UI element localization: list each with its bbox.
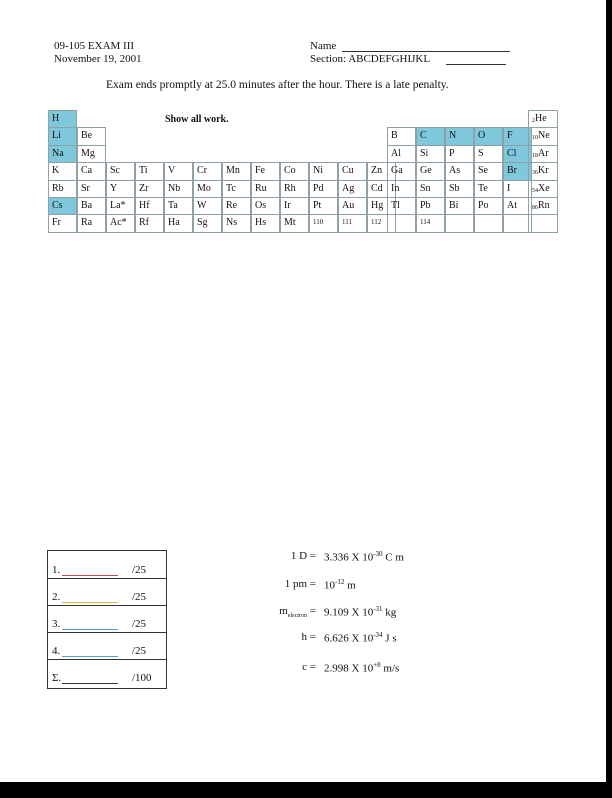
element-cell [251, 214, 280, 232]
element-symbol: Pt [313, 200, 322, 211]
element-symbol: Cu [342, 165, 354, 177]
max-points: /25 [132, 564, 147, 576]
element-cell [416, 145, 445, 163]
element-symbol: Cs [52, 200, 63, 211]
element-symbol: Cd [371, 182, 383, 194]
element-cell [222, 162, 251, 180]
constant-label: 1 pm = [284, 578, 316, 590]
element-cell [222, 197, 251, 215]
element-symbol: Mg [81, 147, 95, 159]
element-cell [416, 214, 445, 232]
score-blank[interactable] [62, 602, 118, 603]
element-symbol: S [478, 147, 484, 159]
element-cell [528, 110, 558, 128]
element-cell [251, 180, 280, 198]
section-line[interactable] [446, 64, 506, 65]
element-symbol: Bi [449, 200, 459, 211]
element-symbol: Rh [284, 182, 296, 194]
element-symbol: Ac* [110, 217, 127, 229]
constant-value: 3.336 X $10^{-30}$ C m [324, 550, 404, 564]
element-cell [193, 162, 222, 180]
element-cell [280, 197, 309, 215]
element-symbol: Cl [507, 147, 517, 159]
constant-value: 9.109 X $10^{-31}$ kg [324, 605, 397, 619]
score-blank[interactable] [62, 683, 118, 684]
element-cell [528, 162, 558, 180]
element-cell [416, 180, 445, 198]
element-symbol: Rf [139, 217, 149, 229]
section-field-label: Section: ABCDEFGHIJKL [310, 53, 431, 65]
element-symbol: Ga [391, 165, 403, 177]
constant-value: 6.626 X $10^{-34}$ J s [324, 631, 397, 645]
element-cell [48, 214, 77, 232]
element-symbol: W [197, 200, 207, 211]
element-symbol: Ni [313, 165, 323, 177]
question-number: Σ. [52, 672, 62, 684]
element-cell [106, 180, 135, 198]
element-symbol: Ge [420, 165, 432, 177]
periodic-table [48, 110, 558, 232]
element-cell [164, 197, 193, 215]
element-symbol: Re [226, 200, 238, 211]
element-symbol: Mn [226, 165, 240, 177]
element-symbol: Zr [139, 182, 149, 194]
element-symbol: Hg [371, 200, 384, 211]
element-symbol: Au [342, 200, 355, 211]
element-symbol: Sn [420, 182, 431, 194]
element-symbol: F [507, 130, 513, 142]
element-symbol: K [52, 165, 60, 177]
element-cell [222, 180, 251, 198]
element-cell [416, 127, 445, 145]
atomic-number: 2 [532, 118, 535, 124]
element-symbol: Mo [197, 182, 211, 194]
constant-label: h = [301, 631, 316, 643]
element-cell [251, 197, 280, 215]
element-cell [338, 180, 367, 198]
element-cell [48, 180, 77, 198]
element-cell [77, 180, 106, 198]
element-cell [48, 110, 77, 128]
element-cell [77, 162, 106, 180]
element-cell [77, 145, 106, 163]
element-symbol: Ir [284, 200, 291, 211]
element-symbol: 110 [313, 218, 324, 227]
element-cell [164, 214, 193, 232]
element-cell [135, 214, 164, 232]
element-cell [222, 214, 251, 232]
question-number: 3. [52, 618, 61, 630]
score-blank[interactable] [62, 656, 118, 657]
element-cell [445, 180, 474, 198]
atomic-number: 54 [532, 187, 538, 194]
element-cell [48, 145, 77, 163]
element-symbol: Pb [420, 200, 431, 211]
score-blank[interactable] [62, 629, 118, 630]
element-symbol: Ag [342, 182, 355, 194]
element-cell [48, 162, 77, 180]
constant-label: c = [302, 661, 316, 673]
element-symbol: In [391, 182, 400, 194]
element-cell [474, 214, 503, 232]
question-number: 2. [52, 591, 61, 603]
element-symbol: Zn [371, 165, 383, 177]
max-points: /100 [132, 672, 152, 684]
element-cell [338, 214, 367, 232]
element-cell [48, 197, 77, 215]
element-cell [280, 162, 309, 180]
element-cell [135, 180, 164, 198]
element-symbol: Ar [538, 147, 549, 159]
element-symbol: Fe [255, 165, 265, 177]
element-cell [106, 162, 135, 180]
element-symbol: Al [391, 147, 401, 159]
element-cell [387, 145, 416, 163]
element-symbol: Ta [168, 200, 178, 211]
constant-label: $m_{electron}$ = [279, 605, 316, 620]
element-symbol: Cr [197, 165, 207, 177]
element-cell [474, 197, 503, 215]
element-symbol: Sg [197, 217, 208, 229]
element-symbol: H [52, 113, 60, 124]
element-symbol: La* [110, 200, 126, 211]
exam-title: 09-105 EXAM III [54, 40, 135, 52]
element-cell [445, 145, 474, 163]
score-table [47, 550, 167, 689]
element-symbol: Na [52, 147, 64, 159]
question-number: 1. [52, 564, 61, 576]
element-cell [387, 197, 416, 215]
element-cell [445, 197, 474, 215]
element-cell [309, 197, 338, 215]
element-cell [135, 197, 164, 215]
element-symbol: Nb [168, 182, 181, 194]
element-symbol: Pd [313, 182, 324, 194]
element-symbol: Sc [110, 165, 120, 177]
element-cell [280, 214, 309, 232]
element-symbol: Kr [538, 165, 549, 177]
max-points: /25 [132, 591, 147, 603]
scan-edge-bottom [0, 782, 612, 798]
element-symbol: I [507, 182, 511, 194]
atomic-number: 10 [532, 135, 538, 142]
element-symbol: Ba [81, 200, 93, 211]
element-cell [309, 180, 338, 198]
element-cell [338, 162, 367, 180]
element-cell [474, 145, 503, 163]
element-symbol: Te [478, 182, 488, 194]
element-cell [77, 197, 106, 215]
element-cell [416, 197, 445, 215]
element-cell [338, 197, 367, 215]
element-symbol: Ti [139, 165, 148, 177]
element-cell [48, 127, 77, 145]
element-symbol: B [391, 130, 398, 142]
element-symbol: Sr [81, 182, 90, 194]
element-symbol: P [449, 147, 455, 159]
name-field-label: Name [310, 40, 337, 52]
element-symbol: Po [478, 200, 489, 211]
element-symbol: Br [507, 165, 517, 177]
element-symbol: Sb [449, 182, 460, 194]
element-cell [474, 127, 503, 145]
element-cell [251, 162, 280, 180]
element-cell [193, 214, 222, 232]
element-cell [193, 180, 222, 198]
element-symbol: Hf [139, 200, 150, 211]
constant-value: 2.998 X $10^{+8}$ m/s [324, 661, 400, 675]
element-cell [309, 162, 338, 180]
show-work-note: Show all work. [165, 114, 229, 125]
element-cell [445, 127, 474, 145]
constant-label: 1 D = [290, 550, 316, 562]
element-cell [387, 214, 416, 232]
question-number: 4. [52, 645, 61, 657]
score-row [48, 632, 166, 660]
element-symbol: Rb [52, 182, 64, 194]
element-cell [528, 145, 558, 163]
element-cell [528, 180, 558, 198]
element-symbol: He [535, 113, 547, 124]
element-symbol: C [420, 130, 427, 142]
element-cell [106, 197, 135, 215]
element-cell [309, 214, 338, 232]
atomic-number: 18 [532, 152, 538, 159]
element-symbol: Ne [538, 130, 550, 142]
element-cell [106, 214, 135, 232]
element-cell [528, 127, 558, 145]
element-symbol: 114 [420, 218, 431, 227]
element-symbol: Li [52, 130, 61, 142]
max-points: /25 [132, 645, 147, 657]
element-symbol: Ha [168, 217, 180, 229]
element-symbol: Tc [226, 182, 236, 194]
exam-date: November 19, 2001 [54, 53, 142, 65]
element-symbol: N [449, 130, 457, 142]
score-blank[interactable] [62, 575, 118, 576]
element-cell [474, 162, 503, 180]
element-cell [135, 162, 164, 180]
element-symbol: Ns [226, 217, 238, 229]
element-symbol: As [449, 165, 461, 177]
score-row [48, 578, 166, 606]
element-symbol: Mt [284, 217, 296, 229]
element-cell [164, 162, 193, 180]
element-symbol: Hs [255, 217, 267, 229]
element-symbol: Se [478, 165, 488, 177]
element-cell [77, 127, 106, 145]
element-symbol: Y [110, 182, 118, 194]
element-symbol: Ru [255, 182, 267, 194]
element-symbol: Co [284, 165, 296, 177]
element-symbol: At [507, 200, 517, 211]
element-cell [445, 162, 474, 180]
element-cell [387, 180, 416, 198]
element-cell [164, 180, 193, 198]
score-row [48, 551, 166, 579]
atomic-number: 86 [532, 205, 538, 211]
element-symbol: O [478, 130, 486, 142]
element-symbol: Os [255, 200, 267, 211]
element-cell [387, 162, 416, 180]
element-symbol: V [168, 165, 176, 177]
element-symbol: Tl [391, 200, 400, 211]
element-symbol: Be [81, 130, 93, 142]
element-symbol: Rn [538, 200, 550, 211]
element-cell [416, 162, 445, 180]
element-symbol: Fr [52, 217, 61, 229]
element-cell [528, 214, 558, 232]
max-points: /25 [132, 618, 147, 630]
element-symbol: Ca [81, 165, 93, 177]
scan-edge-right [606, 0, 612, 798]
element-cell [77, 214, 106, 232]
score-row [48, 659, 166, 686]
element-symbol: Si [420, 147, 429, 159]
element-cell [280, 180, 309, 198]
element-symbol: 112 [371, 218, 382, 227]
element-cell [474, 180, 503, 198]
element-symbol: Ra [81, 217, 93, 229]
name-line[interactable] [342, 51, 510, 52]
constant-value: $10^{-12}$ m [324, 578, 356, 592]
exam-notice: Exam ends promptly at 25.0 minutes after the hour. There is a late penalty. [106, 79, 449, 91]
atomic-number: 36 [532, 170, 538, 177]
element-cell [387, 127, 416, 145]
element-cell [528, 197, 558, 215]
element-symbol: Xe [538, 182, 550, 194]
element-cell [193, 197, 222, 215]
element-symbol: 111 [342, 218, 352, 227]
score-row [48, 605, 166, 633]
element-cell [445, 214, 474, 232]
